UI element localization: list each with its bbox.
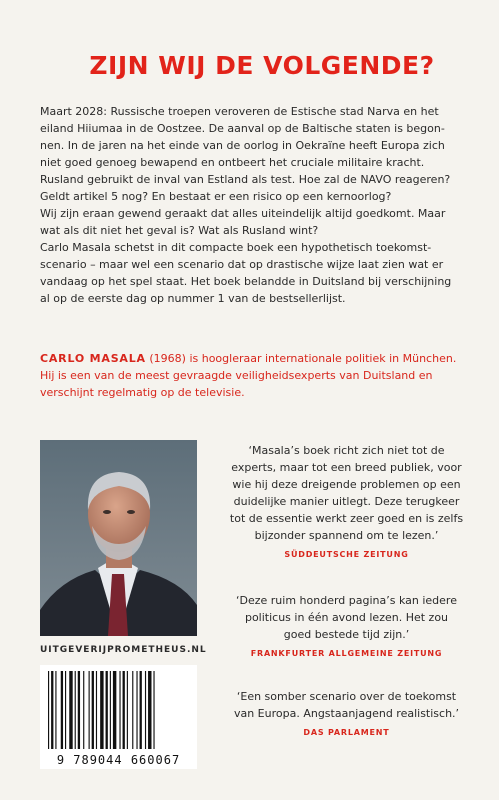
quote-line: tot de essentie werkt zeer goed en is zelfs <box>229 512 464 525</box>
publisher-website: UITGEVERIJPROMETHEUS.NL <box>40 645 207 655</box>
barcode-bars <box>46 671 191 751</box>
blurb-line: nen. In de jaren na het einde van de oorlog in Oekraïne heeft Europa zich <box>40 139 445 152</box>
quote-line: politicus in één avond lezen. Het zou <box>244 611 449 624</box>
blurb-line: Carlo Masala schetst in dit compacte boek een hypothetisch toekomst- <box>40 241 432 254</box>
blurb-line: vandaag op het spel staat. Het boek belandde in Duitsland bij verschijning <box>40 275 452 288</box>
blurb-line: Rusland gebruikt de inval van Estland als test. Hoe zal de NAVO reageren? <box>40 173 451 186</box>
blurb-line: Wij zijn eraan gewend geraakt dat alles uiteindelijk altijd goedkomt. Maar <box>40 207 446 220</box>
blurb-line: niet goed genoeg bewapend en ontbeert het cruciale militaire kracht. <box>40 156 425 169</box>
blurb-line: Geldt artikel 5 nog? En bestaat er een risico op een kernoorlog? <box>40 190 392 203</box>
quote-line: ‘Deze ruim honderd pagina’s kan iedere <box>236 594 457 607</box>
blurb-line: al op de eerste dag op nummer 1 van de bestsellerlijst. <box>40 292 346 305</box>
quote-line: bijzonder spannend om te lezen.’ <box>254 529 439 542</box>
quote-source: DAS PARLAMENT <box>303 728 390 737</box>
review-quote <box>205 442 488 559</box>
author-bio-line2: Hij is een van de meest gevraagde veiligheidsexperts van Duitsland en <box>40 369 433 382</box>
quote-line: wie hij deze dreigende problemen op een <box>232 478 461 491</box>
barcode <box>40 665 197 769</box>
quote-line: van Europa. Angstaanjagend realistisch.’ <box>233 707 460 720</box>
quote-source: SÜDDEUTSCHE ZEITUNG <box>284 550 409 559</box>
quote-source: FRANKFURTER ALLGEMEINE ZEITUNG <box>250 649 443 658</box>
quote-line: ‘Masala’s boek richt zich niet tot de <box>248 444 445 457</box>
review-quote <box>205 592 488 658</box>
headline: ZIJN WIJ DE VOLGENDE? <box>89 51 435 80</box>
author-photo <box>40 440 197 636</box>
blurb-line: wat als dit niet het geval is? Wat als Rusland wint? <box>40 224 319 237</box>
author-bio <box>40 350 465 401</box>
blurb-line: Maart 2028: Russische troepen veroveren de Estische stad Narva en het <box>40 105 439 118</box>
blurb-line: eiland Hiiumaa in de Oostzee. De aanval op de Baltische staten is begon- <box>40 122 445 135</box>
blurb-line: scenario – maar wel een scenario dat op drastische wijze laat zien wat er <box>40 258 444 271</box>
quote-line: ‘Een somber scenario over de toekomst <box>236 690 457 703</box>
quote-line: duidelijke manier uitlegt. Deze terugkeer <box>233 495 460 508</box>
author-name: CARLO MASALA <box>40 352 146 365</box>
author-bio-line3: verschijnt regelmatig op de televisie. <box>40 386 245 399</box>
isbn-number: 9 789044 660067 <box>56 753 181 767</box>
review-quote <box>205 688 488 737</box>
blurb-text <box>40 103 465 307</box>
quote-line: goed bestede tijd zijn.’ <box>283 628 410 641</box>
quote-line: experts, maar tot een breed publiek, voor <box>231 461 462 474</box>
author-bio-line1: (1968) is hoogleraar internationale politiek in München. <box>145 352 457 365</box>
